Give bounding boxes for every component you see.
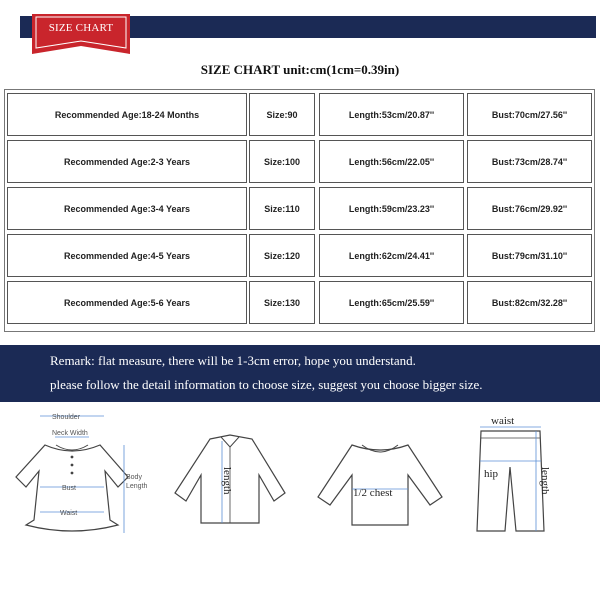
pants-diagram <box>477 415 551 531</box>
cell-length: Length:62cm/24.41'' <box>319 234 464 277</box>
dress-body-label-1: Body <box>126 474 142 481</box>
cell-bust: Bust:79cm/31.10'' <box>467 234 592 277</box>
cell-age: Recommended Age:18-24 Months <box>7 93 247 136</box>
cell-bust: Bust:82cm/32.28'' <box>467 281 592 324</box>
cell-length: Length:56cm/22.05'' <box>319 140 464 183</box>
pants-waist-label: waist <box>491 415 515 427</box>
shirt-diagram <box>175 435 285 523</box>
cell-length: Length:65cm/25.59'' <box>319 281 464 324</box>
cell-age: Recommended Age:3-4 Years <box>7 187 247 230</box>
measurement-diagrams <box>0 405 600 565</box>
table-row <box>7 140 592 183</box>
pants-hip-label: hip <box>484 468 499 480</box>
size-chart-ribbon <box>32 14 130 54</box>
cell-bust: Bust:73cm/28.74'' <box>467 140 592 183</box>
cell-size: Size:110 <box>249 187 315 230</box>
cell-age: Recommended Age:4-5 Years <box>7 234 247 277</box>
table-row <box>7 187 592 230</box>
size-table <box>4 89 595 332</box>
table-row <box>7 234 592 277</box>
cell-size: Size:90 <box>249 93 315 136</box>
page-title: SIZE CHART unit:cm(1cm=0.39in) <box>200 62 400 77</box>
remark-line-2: please follow the detail information to choose size, suggest you choose bigger size. <box>50 377 483 392</box>
dress-body-label-2: Length <box>126 483 148 490</box>
table-row <box>7 93 592 136</box>
shirt-length-label: length <box>221 467 233 495</box>
ribbon-label: SIZE CHART <box>48 22 114 34</box>
cell-age: Recommended Age:5-6 Years <box>7 281 247 324</box>
cell-length: Length:59cm/23.23'' <box>319 187 464 230</box>
cell-bust: Bust:76cm/29.92'' <box>467 187 592 230</box>
dress-neck-label: Neck Width <box>52 430 88 437</box>
cell-age: Recommended Age:2-3 Years <box>7 140 247 183</box>
sweater-chest-label: 1/2 chest <box>353 487 393 499</box>
dress-bust-label: Bust <box>62 485 77 492</box>
remark-line-1: Remark: flat measure, there will be 1-3cm error, hope you understand. <box>50 353 416 368</box>
table-row <box>7 281 592 324</box>
dress-waist-label: Waist <box>60 510 78 517</box>
remark-banner <box>0 345 600 402</box>
cell-length: Length:53cm/20.87'' <box>319 93 464 136</box>
pants-length-label: length <box>539 467 551 495</box>
cell-bust: Bust:70cm/27.56'' <box>467 93 592 136</box>
dress-shoulder-label: Shoulder <box>52 414 81 421</box>
sweater-diagram <box>318 445 442 525</box>
dress-diagram <box>16 414 148 533</box>
cell-size: Size:100 <box>249 140 315 183</box>
cell-size: Size:130 <box>249 281 315 324</box>
cell-size: Size:120 <box>249 234 315 277</box>
